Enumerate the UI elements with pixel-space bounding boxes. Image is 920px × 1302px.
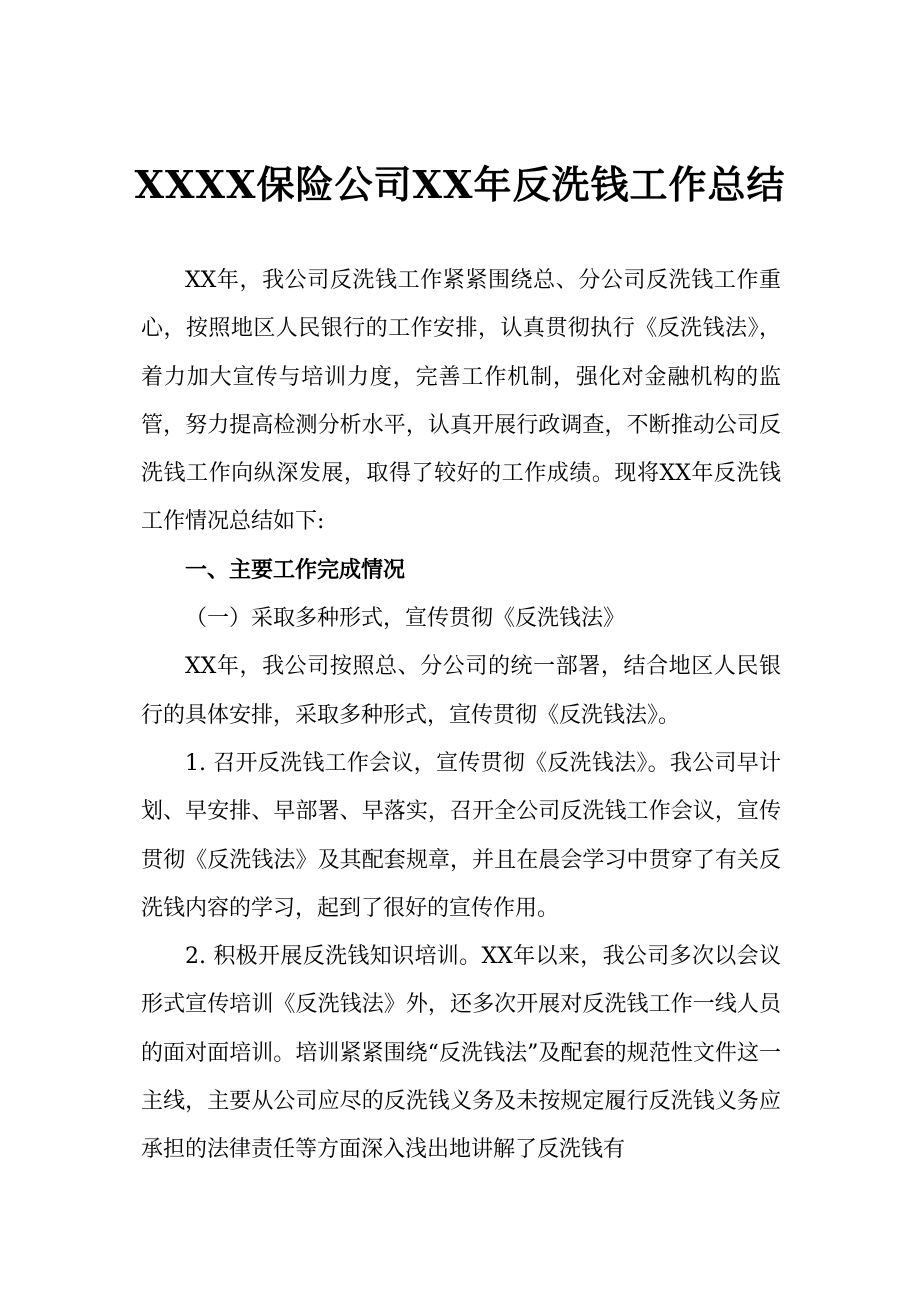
item-2-paragraph: 2. 积极开展反洗钱知识培训。XX年以来，我公司多次以会议形式宣传培训《反洗钱法》外，还多次开展对反洗钱工作一线人员的面对面培训。培训紧紧围绕“反洗钱法”及配套的规范性文件这一主线，主要从公司应尽的反洗钱义务及未按规定履行反洗钱义务应承担的法律责任等方面深入浅出地讲解了反洗钱有 bbox=[141, 944, 781, 1163]
subsection-paragraph: XX年，我公司按照总、分公司的统一部署，结合地区人民银行的具体安排，采取多种形式，宣传贯彻《反洗钱法》。 bbox=[141, 654, 781, 728]
document-body bbox=[141, 257, 781, 1175]
section-heading: 一、主要工作完成情况 bbox=[185, 557, 406, 583]
subsection-heading: （一）采取多种形式，宣传贯彻《反洗钱法》 bbox=[185, 606, 626, 632]
item-1-paragraph: 1. 召开反洗钱工作会议，宣传贯彻《反洗钱法》。我公司早计划、早安排、早部署、早落实，召开全公司反洗钱工作会议，宣传贯彻《反洗钱法》及其配套规章，并且在晨会学习中贯穿了有关反洗钱内容的学习，起到了很好的宣传作用。 bbox=[141, 750, 781, 921]
intro-paragraph: XX年，我公司反洗钱工作紧紧围绕总、分公司反洗钱工作重心，按照地区人民银行的工作安排，认真贯彻执行《反洗钱法》，着力加大宣传与培训力度，完善工作机制，强化对金融机构的监管，努力提高检测分析水平，认真开展行政调查，不断推动公司反洗钱工作向纵深发展，取得了较好的工作成绩。现将XX年反洗钱工作情况总结如下: bbox=[141, 268, 781, 535]
document-title: XXXX保险公司XX年反洗钱工作总结 bbox=[134, 162, 786, 207]
